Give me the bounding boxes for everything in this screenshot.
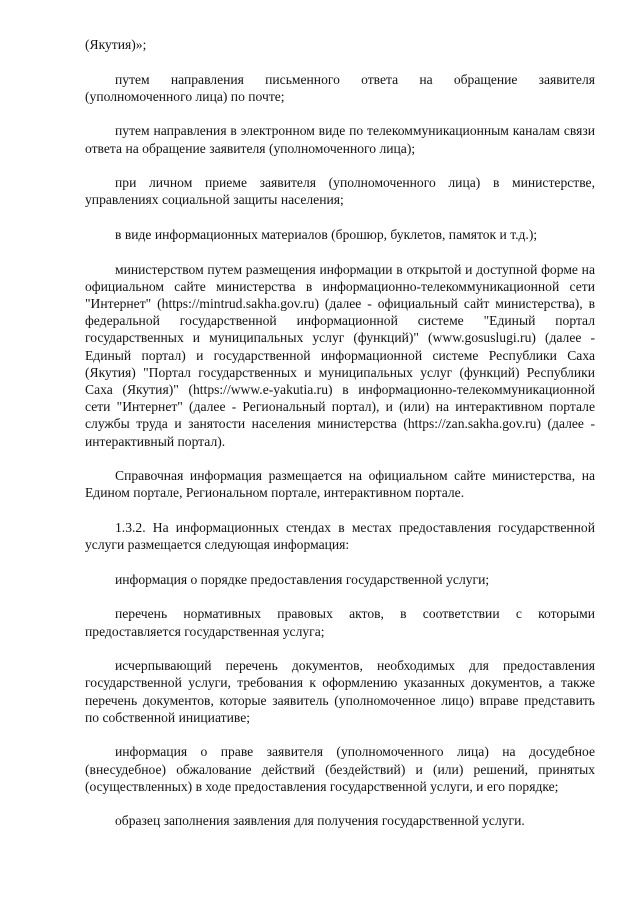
paragraph-information-materials: в виде информационных материалов (брошюр, буклетов, памяток и т.д.); <box>115 226 538 242</box>
paragraph-yakutia-closing: (Якутия)»; <box>85 37 147 52</box>
document-body <box>85 36 595 847</box>
paragraph-reference-info: Справочная информация размещается на официальном сайте министерства, на Едином портале, Региональном портале, интерактивном портале. <box>85 468 595 501</box>
paragraph-section-1-3-2: 1.3.2. На информационных стендах в местах предоставления государственной услуги размещается следующая информация: <box>85 520 595 553</box>
paragraph-internet-placement: министерством путем размещения информации в открытой и доступной форме на официальном сайте министерства в информационно-телекоммуникационной сети "Интернет" (https://mintrud.sakha.gov.ru) (далее - официальный сайт министерства), в федеральной государственной информационной системе "Единый портал государственных и муниципальных услуг (функций)" (www.gosuslugi.ru) (далее - Единый портал) и государственной информационной системе Республики Саха (Якутия) "Портал государственных и муниципальных услуг (функций) Республики Саха (Якутия)" (https://www.e-yakutia.ru) в информационно-телекоммуникационной сети "Интернет" (далее - Региональный портал), и (или) на интерактивном портале службы труда и занятости населения министерства (https://zan.sakha.gov.ru) (далее - интерактивный портал). <box>85 261 595 449</box>
paragraph-legal-acts: перечень нормативных правовых актов, в соответствии с которыми предоставляется государственная услуга; <box>85 606 595 639</box>
paragraph-procedure-info: информация о порядке предоставления государственной услуги; <box>115 571 490 587</box>
paragraph-documents-list: исчерпывающий перечень документов, необходимых для предоставления государственной услуги, требования к оформлению указанных документов, а также перечень документов, которые заявитель (уполномоченное лицо) вправе представить по собственной инициативе; <box>85 658 595 725</box>
paragraph-electronic-response: путем направления в электронном виде по телекоммуникационным каналам связи ответа на обращение заявителя (уполномоченного лица); <box>85 123 595 156</box>
paragraph-personal-reception: при личном приеме заявителя (уполномоченного лица) в министерстве, управлениях социальной защиты населения; <box>85 175 595 208</box>
paragraph-mail-response: путем направления письменного ответа на обращение заявителя (уполномоченного лица) по почте; <box>85 71 595 104</box>
paragraph-application-sample: образец заполнения заявления для получения государственной услуги. <box>115 813 525 829</box>
paragraph-appeal-rights: информация о праве заявителя (уполномоченного лица) на досудебное (внесудебное) обжалование действий (бездействий) и (или) решений, принятых (осуществленных) в ходе предоставления государственной услуги, и его порядке; <box>85 744 595 794</box>
